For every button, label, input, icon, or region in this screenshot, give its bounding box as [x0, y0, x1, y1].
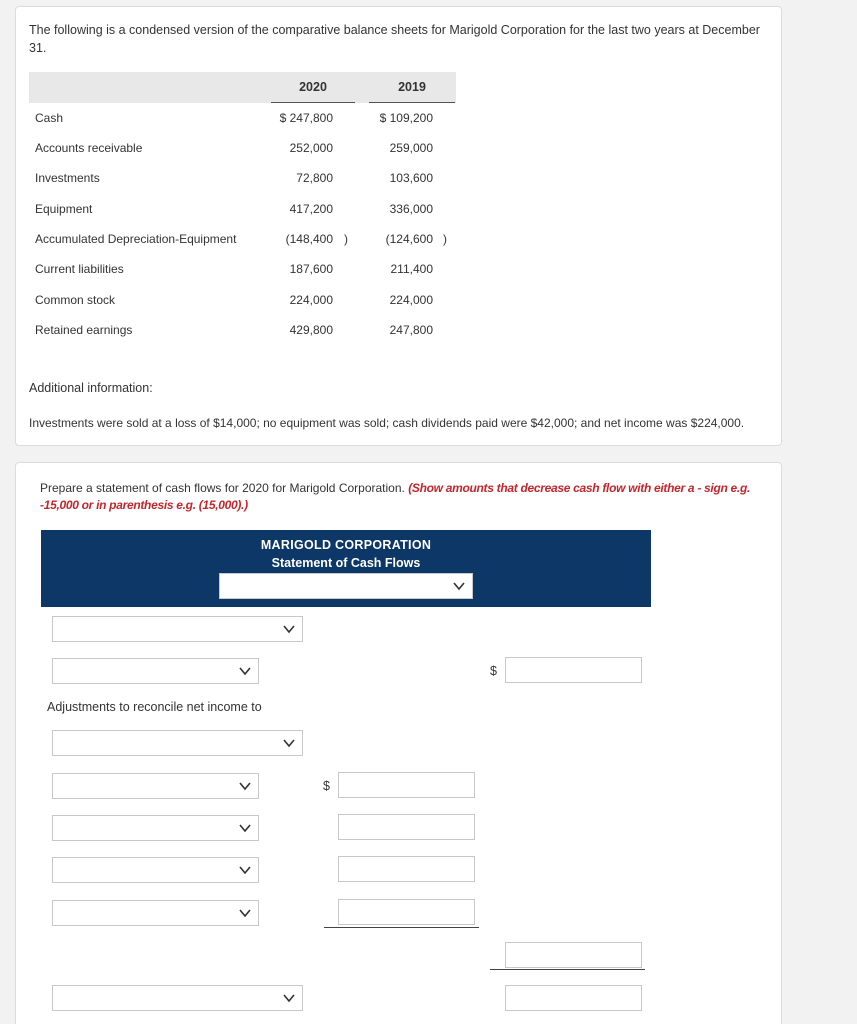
chevron-down-icon — [452, 580, 466, 592]
row-label: Current liabilities — [35, 262, 124, 276]
row-label: Retained earnings — [35, 323, 133, 337]
net-income-amount-input[interactable] — [505, 657, 642, 683]
currency-symbol: $ — [323, 779, 330, 793]
net-income-select[interactable] — [52, 658, 259, 684]
additional-info-text: Investments were sold at a loss of $14,000; no equipment was sold; cash dividends paid were $42,000; and net income was $224,000. — [29, 416, 745, 430]
value-2020: 224,000 — [289, 293, 333, 307]
value-2019: 224,000 — [389, 293, 433, 307]
adjustment-amount-input[interactable] — [338, 772, 475, 798]
row-label: Investments — [35, 171, 100, 185]
instructions-text: Prepare a statement of cash flows for 2020 for Marigold Corporation. — [40, 481, 409, 495]
value-2019: 336,000 — [389, 202, 433, 216]
column-2019: 2019 — [398, 80, 426, 94]
adjustment-amount-input[interactable] — [338, 814, 475, 840]
adjustment-item-select[interactable] — [52, 773, 259, 799]
answer-card — [15, 462, 782, 1024]
chevron-down-icon — [238, 780, 252, 792]
currency-symbol: $ — [490, 664, 497, 678]
net-cash-select[interactable] — [52, 985, 303, 1011]
value-2020: 429,800 — [289, 323, 333, 337]
subtotal-underline — [324, 927, 479, 928]
adjustments-select[interactable] — [52, 730, 303, 756]
chevron-down-icon — [282, 992, 296, 1004]
chevron-down-icon — [238, 665, 252, 677]
row-label: Common stock — [35, 293, 116, 307]
close-paren: ) — [344, 232, 348, 246]
value-2019: $ 109,200 — [379, 111, 433, 125]
company-name: MARIGOLD CORPORATION — [260, 538, 432, 552]
total-underline — [490, 969, 645, 970]
column-2020: 2020 — [299, 80, 327, 94]
row-label: Equipment — [35, 202, 93, 216]
chevron-down-icon — [282, 737, 296, 749]
adjustment-amount-input[interactable] — [338, 899, 475, 925]
chevron-down-icon — [238, 822, 252, 834]
close-paren: ) — [443, 232, 447, 246]
value-2019: 103,600 — [389, 171, 433, 185]
value-2019: 247,800 — [389, 323, 433, 337]
row-label: Accounts receivable — [35, 141, 143, 155]
chevron-down-icon — [238, 864, 252, 876]
column-2020-underline — [271, 102, 355, 103]
chevron-down-icon — [238, 907, 252, 919]
additional-info-label: Additional information: — [29, 381, 153, 395]
row-label: Cash — [35, 111, 64, 125]
adjustment-item-select[interactable] — [52, 815, 259, 841]
adjustment-item-select[interactable] — [52, 857, 259, 883]
adjustment-amount-input[interactable] — [338, 856, 475, 882]
intro-text: The following is a condensed version of the comparative balance sheets for Marigold Corporation for the last two years at December 31. — [29, 23, 760, 55]
period-select[interactable] — [219, 573, 473, 599]
value-2020: $ 247,800 — [279, 111, 333, 125]
value-2019: 211,400 — [390, 262, 433, 276]
value-2020: 417,200 — [289, 202, 333, 216]
value-2020: (148,400 — [285, 232, 333, 246]
statement-header — [41, 530, 651, 607]
chevron-down-icon — [282, 623, 296, 635]
instructions-hint: (Show amounts that decrease cash flow with either a - sign e.g. -15,000 or in parenthesis e.g. (15,000).) — [40, 481, 751, 512]
value-2020: 252,000 — [289, 141, 333, 155]
adjustment-item-select[interactable] — [52, 900, 259, 926]
value-2020: 72,800 — [296, 171, 333, 185]
value-2019: (124,600 — [385, 232, 433, 246]
row-label: Accumulated Depreciation-Equipment — [35, 232, 237, 246]
value-2019: 259,000 — [389, 141, 433, 155]
value-2020: 187,600 — [289, 262, 333, 276]
adjustments-label: Adjustments to reconcile net income to — [47, 700, 262, 714]
statement-title: Statement of Cash Flows — [271, 556, 421, 570]
problem-card — [15, 6, 782, 446]
net-cash-amount-input[interactable] — [505, 985, 642, 1011]
operating-activities-select[interactable] — [52, 616, 303, 642]
total-adjustments-input[interactable] — [505, 942, 642, 968]
instructions — [40, 480, 760, 514]
column-2019-underline — [369, 102, 455, 103]
